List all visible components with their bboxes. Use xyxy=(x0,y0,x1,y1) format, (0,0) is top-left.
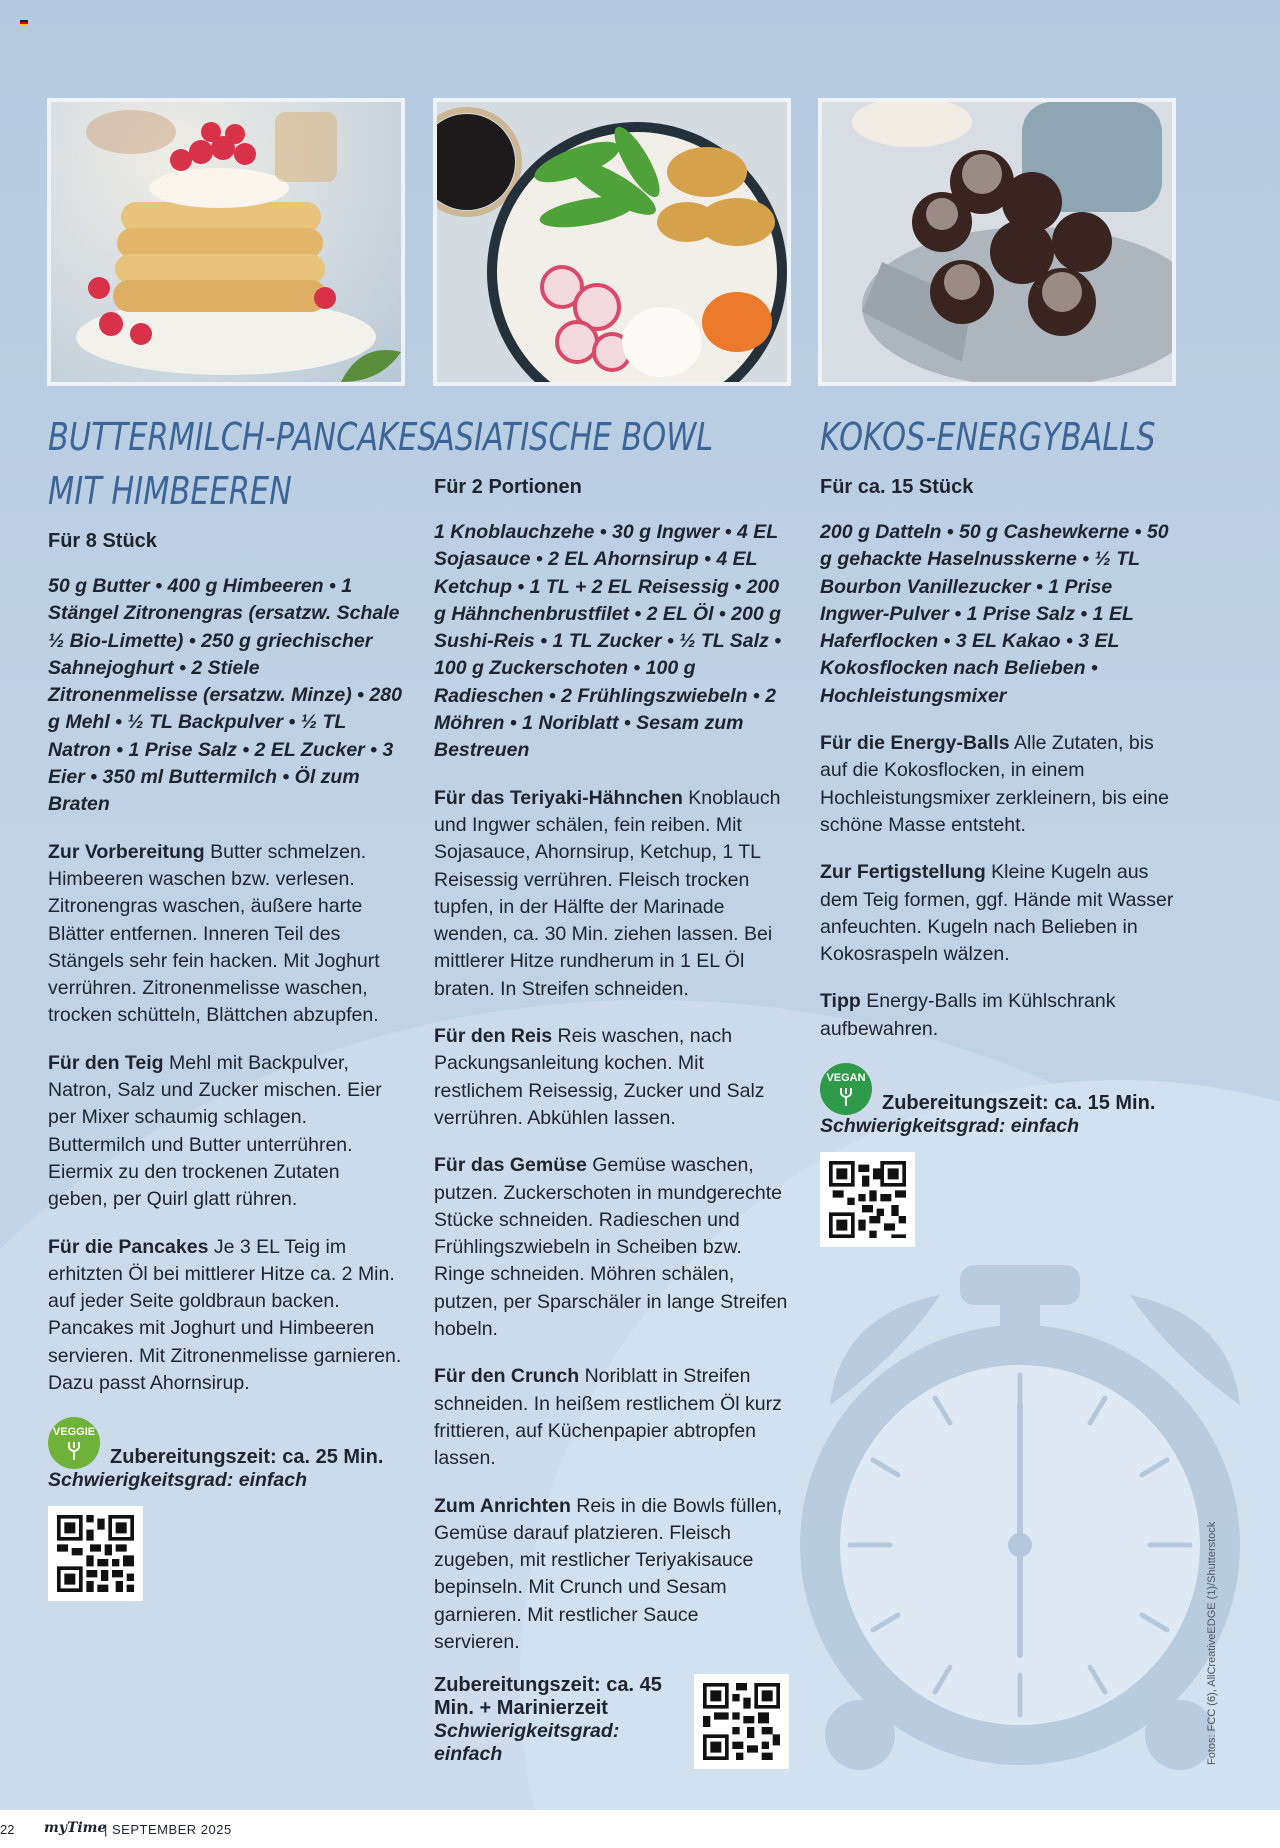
recipe-meta xyxy=(434,1674,789,1769)
pancakes-photo xyxy=(47,98,405,386)
qr-code-icon xyxy=(57,1515,134,1592)
step-heading: Für die Energy-Balls xyxy=(820,732,1010,755)
recipe-title: BUTTERMILCH-PANCAKES xyxy=(48,415,437,459)
step-text: Alle Zutaten, bis auf die Kokosflocken, in einem Hochleistungsmixer zerkleinern, bis eine schöne Masse entsteht. xyxy=(820,732,1169,836)
qr-code[interactable] xyxy=(820,1152,915,1247)
step-preparation xyxy=(48,839,403,1030)
ingredients-list: 50 g Butter • 400 g Himbeeren • 1 Stängel Zitronengras (ersatzw. Schale ½ Bio-Limette) • 250 g griechischer Sahnejoghurt • 2 Stiele Zitronenmelisse (ersatzw. Minze) • 280 g Mehl • ½ TL Backpulver • ½ TL Natron • 1 Prise Salz • 2 EL Zucker • 3 Eier • 350 ml Buttermilch • Öl zum Braten xyxy=(48,575,402,816)
step-text: Kleine Kugeln aus dem Teig formen, ggf. Hände mit Wasser anfeuchten. Kugeln nach Belieben in Kokosraspeln wälzen. xyxy=(820,861,1174,966)
step-heading: Für den Reis xyxy=(434,1025,553,1048)
step-heading: Zur Fertigstellung xyxy=(820,861,986,884)
flag-icon xyxy=(20,20,28,26)
photo-credits: Fotos: FCC (6), AllCreativeEDGE (1)/Shutterstock xyxy=(1206,1521,1218,1765)
step-heading: Für den Crunch xyxy=(434,1365,580,1388)
step-heading: Für das Gemüse xyxy=(434,1154,587,1177)
step-serving xyxy=(434,1493,789,1657)
recipe-bowl xyxy=(434,410,789,1769)
ingredients-list: 200 g Datteln • 50 g Cashewkerne • 50 g gehackte Haselnusskerne • ½ TL Bourbon Vanillezucker • 1 Prise Ingwer-Pulver • 1 Prise Salz • 1 EL Haferflocken • 3 EL Kakao • 3 EL Kokosflocken nach Belieben • Hochleistungsmixer xyxy=(820,521,1169,707)
qr-code-icon xyxy=(829,1161,906,1238)
step-tip xyxy=(820,988,1175,1043)
recipe-meta xyxy=(820,1063,1175,1138)
step-rice xyxy=(434,1023,789,1132)
difficulty: Schwierigkeitsgrad: einfach xyxy=(820,1115,1079,1138)
ingredients-list: 1 Knoblauchzehe • 30 g Ingwer • 4 EL Sojasauce • 2 EL Ahornsirup • 4 EL Ketchup • 1 TL + 2 EL Reisessig • 200 g Hähnchenbrustfilet • 2 EL Öl • 200 g Sushi-Reis • 1 TL Zucker • ½ TL Salz • 100 g Zuckerschoten • 100 g Radieschen • 2 Frühlingszwiebeln • 2 Möhren • 1 Noriblatt • Sesam zum Bestreuen xyxy=(434,521,782,762)
recipe-title: KOKOS-ENERGYBALLS xyxy=(820,415,1156,459)
difficulty: Schwierigkeitsgrad: einfach xyxy=(434,1720,620,1766)
badge-label: VEGGIE xyxy=(52,1426,96,1439)
step-text: Mehl mit Backpulver, Natron, Salz und Zucker mischen. Eier per Mixer schaumig schlagen. Buttermilch und Butter unterrühren. Eiermix zu den trockenen Zutaten geben, per Quirl glatt rühren. xyxy=(48,1051,382,1211)
step-text: Noriblatt in Streifen schneiden. In heißem restlichem Öl kurz frittieren, auf Küchenpapier abtropfen lassen. xyxy=(434,1365,782,1470)
brand-logo: myTime xyxy=(44,1820,107,1836)
serving-size: Für ca. 15 Stück xyxy=(820,476,974,498)
step-crunch xyxy=(434,1363,789,1472)
qr-code[interactable] xyxy=(694,1674,789,1769)
fork-icon xyxy=(839,1088,853,1106)
step-heading: Zum Anrichten xyxy=(434,1494,571,1517)
energyballs-photo xyxy=(818,98,1176,386)
step-pancakes xyxy=(48,1234,403,1398)
recipe-meta xyxy=(48,1417,403,1492)
prep-time: Zubereitungszeit: ca. 15 Min. xyxy=(882,1092,1156,1115)
step-text: Je 3 EL Teig im erhitzten Öl bei mittlerer Hitze ca. 2 Min. auf jeder Seite goldbraun backen. Pancakes mit Joghurt und Himbeeren servieren. Mit Zitronenmelisse garnieren. Dazu passt Ahornsirup. xyxy=(48,1235,402,1395)
step-dough xyxy=(48,1050,403,1214)
step-finishing xyxy=(820,859,1175,968)
serving-size: Für 8 Stück xyxy=(48,530,157,552)
step-heading: Zur Vorbereitung xyxy=(48,840,205,863)
step-text: Knoblauch und Ingwer schälen, fein reiben. Mit Sojasauce, Ahornsirup, Ketchup, 1 TL Reisessig verrühren. Fleisch trocken tupfen, in der Hälfte der Marinade wenden, ca. 30 Min. ziehen lassen. Bei mittlerer Hitze rundherum in 1 EL Öl braten. In Streifen schneiden. xyxy=(434,786,781,1000)
bowl-photo xyxy=(433,98,791,386)
prep-time: Zubereitungszeit: ca. 25 Min. xyxy=(110,1446,384,1469)
fork-icon xyxy=(67,1442,81,1460)
badge-label: VEGAN xyxy=(826,1072,866,1085)
step-heading: Für den Teig xyxy=(48,1051,164,1074)
alarm-clock-icon xyxy=(800,1265,1270,1785)
step-text: Energy-Balls im Kühlschrank aufbewahren. xyxy=(820,990,1116,1040)
step-text: Butter schmelzen. Himbeeren waschen bzw. verlesen. Zitronengras waschen, äußere harte Blätter entfernen. Inneren Teil des Stängels sehr fein hacken. Mit Joghurt verrühren. Zitronenmelisse waschen, trocken schütteln, Blättchen abzupfen. xyxy=(48,840,380,1027)
step-heading: Tipp xyxy=(820,990,861,1013)
step-heading: Für das Teriyaki-Hähnchen xyxy=(434,786,683,809)
page-footer xyxy=(0,1810,1280,1848)
step-vegetables xyxy=(434,1152,789,1343)
step-energyballs xyxy=(820,730,1175,839)
serving-size: Für 2 Portionen xyxy=(434,476,582,498)
qr-code-icon xyxy=(703,1683,780,1760)
vegan-badge-icon xyxy=(820,1063,872,1115)
step-text: Gemüse waschen, putzen. Zuckerschoten in mundgerechte Stücke schneiden. Radieschen und Frühlingszwiebeln in Scheiben bzw. Ringe schneiden. Möhren schälen, putzen, per Sparschäler in lange Streifen hobeln. xyxy=(434,1154,788,1341)
step-text: Reis in die Bowls füllen, Gemüse darauf platzieren. Fleisch zugeben, mit restlicher Teriyakisauce bepinseln. Mit Crunch und Sesam garnieren. Mit restlicher Sauce servieren. xyxy=(434,1494,783,1653)
recipe-energyballs xyxy=(820,410,1175,1247)
prep-time: Zubereitungszeit: ca. 45 Min. + Marinierzeit xyxy=(434,1674,662,1720)
issue-date: | SEPTEMBER 2025 xyxy=(104,1822,232,1837)
step-text: Reis waschen, nach Packungsanleitung kochen. Mit restlichem Reisessig, Zucker und Salz verrühren. Abkühlen lassen. xyxy=(434,1025,765,1129)
step-heading: Für die Pancakes xyxy=(48,1235,209,1258)
page-number: 22 xyxy=(0,1822,15,1837)
qr-code[interactable] xyxy=(48,1506,143,1601)
recipe-pancakes xyxy=(48,410,437,1601)
recipe-title: ASIATISCHE BOWL xyxy=(434,415,714,459)
recipe-title-line2: MIT HIMBEEREN xyxy=(48,469,292,513)
veggie-badge-icon xyxy=(48,1417,100,1469)
difficulty: Schwierigkeitsgrad: einfach xyxy=(48,1469,307,1492)
step-teriyaki xyxy=(434,785,789,1003)
